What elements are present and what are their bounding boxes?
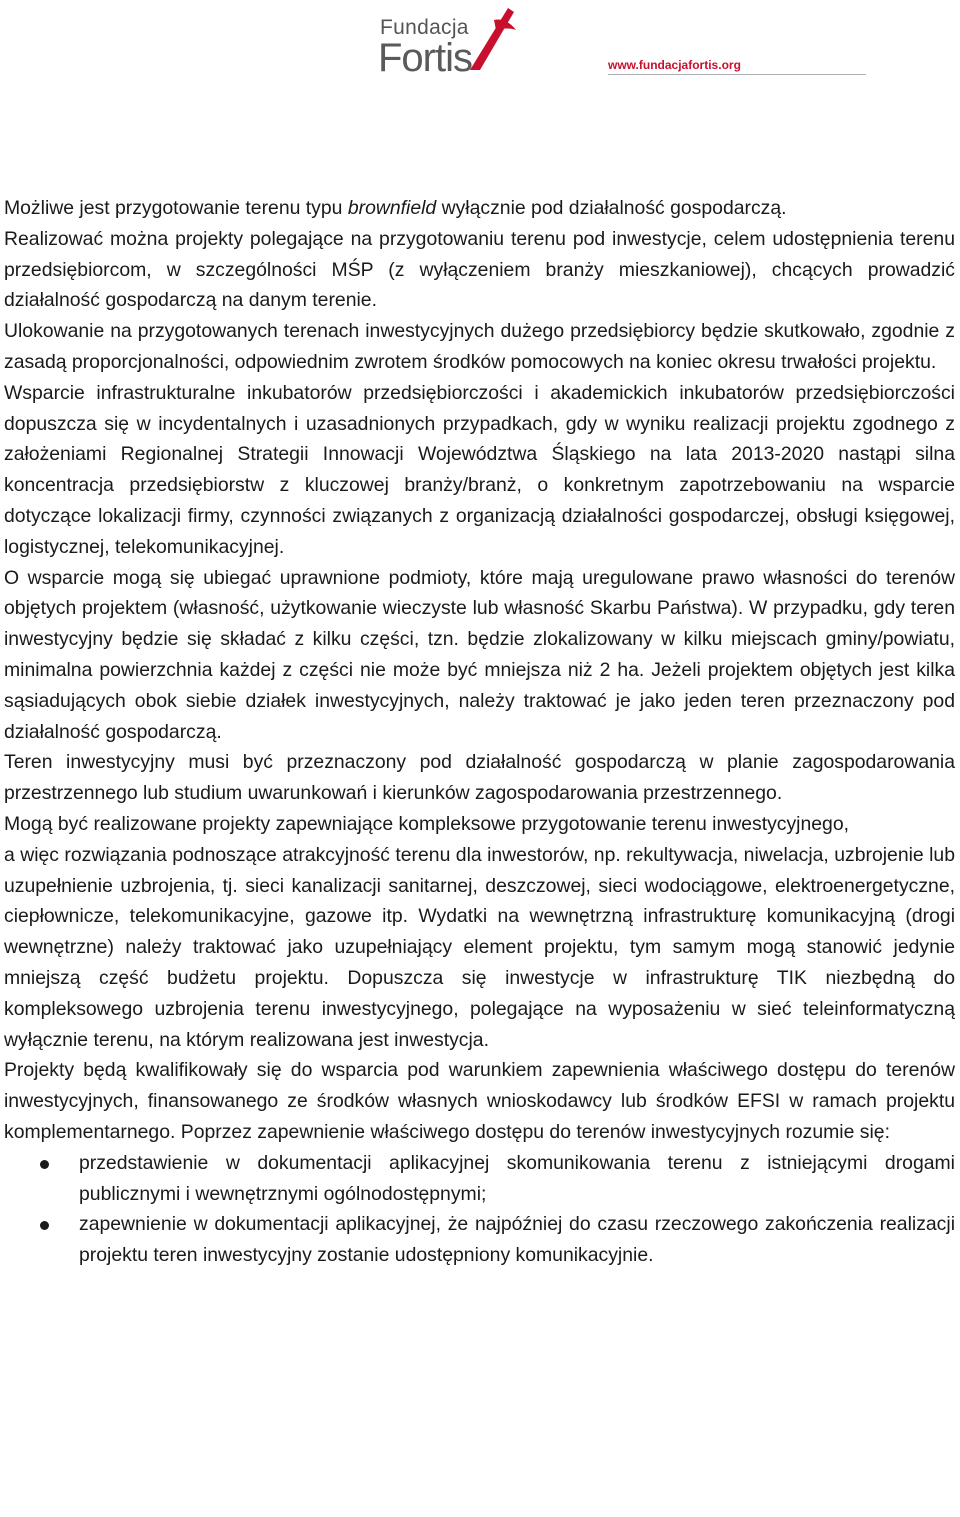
page-header bbox=[0, 0, 960, 90]
paragraph: a więc rozwiązania podnoszące atrakcyjność terenu dla inwestorów, np. rekultywacja, niwelacja, uzbrojenie lub uzupełnienie uzbrojenia, tj. sieci kanalizacji sanitarnej, deszczowej, sieci wodociągowe, elektroenergetyczne, ciepłownicze, telekomunikacyjne, gazowe itp. Wydatki na wewnętrzną infrastrukturę komunikacyjną (drogi wewnętrzne) należy traktować jako uzupełniający element projektu, tym samym mogą stanowić jedynie mniejszą część budżetu projektu. Dopuszcza się inwestycje w infrastrukturę TIK niezbędną do kompleksowego uzbrojenia terenu inwestycyjnego, polegające na wyposażeniu w sieć teleinformatyczną wyłącznie terenu, na którym realizowana jest inwestycja. bbox=[4, 843, 955, 1051]
paragraph bbox=[4, 193, 955, 224]
fundacja-fortis-logo bbox=[378, 8, 528, 80]
paragraph: Realizować można projekty polegające na przygotowaniu terenu pod inwestycje, celem udostępnienia terenu przedsiębiorcom, w szczególności MŚP (z wyłączeniem branży mieszkaniowej), chcących prowadzić działalność gospodarczą na danym terenie. bbox=[4, 227, 955, 312]
list-item bbox=[4, 1148, 955, 1210]
paragraph: Projekty będą kwalifikowały się do wsparcia pod warunkiem zapewnienia właściwego dostępu do terenów inwestycyjnych, finansowanego ze środków własnych wnioskodawcy lub środków EFSI w ramach projektu komplementarnego. Poprzez zapewnienie właściwego dostępu do terenów inwestycyjnych rozumie się: bbox=[4, 1059, 955, 1143]
italic-term: brownfield bbox=[347, 197, 437, 219]
bullet-list bbox=[4, 1148, 955, 1271]
paragraph: Wsparcie infrastrukturalne inkubatorów przedsiębiorczości i akademickich inkubatorów przedsiębiorczości dopuszcza się w incydentalnych i uzasadnionych przypadkach, gdy w wyniku realizacji projektu zgodnego z założeniami Regionalnej Strategii Innowacji Województwa Śląskiego na lata 2013-2020 nastąpi silna koncentracja przedsiębiorstw z kluczowej branży/branż, o konkretnym zapotrzebowaniu na wsparcie dotyczące lokalizacji firmy, czynności związanych z organizacją działalności gospodarczej, obsługi księgowej, logistycznej, telekomunikacyjnej. bbox=[4, 381, 955, 558]
site-url: www.fundacjafortis.org bbox=[608, 58, 741, 72]
logo-red-mark-icon bbox=[450, 8, 520, 70]
paragraph: O wsparcie mogą się ubiegać uprawnione podmioty, które mają uregulowane prawo własności do terenów objętych projektem (własność, użytkowanie wieczyste lub własność Skarbu Państwa). W przypadku, gdy teren inwestycyjny będzie się składać z kilku części, tzn. będzie zlokalizowany w kilku miejscach gminy/powiatu, minimalna powierzchnia każdej z części nie może być mniejsza niż 2 ha. Jeżeli projektem objętych jest kilka sąsiadujących obok siebie działek inwestycyjnych, należy traktować je jako jeden teren przeznaczony pod działalność gospodarczą. bbox=[4, 566, 955, 743]
list-item-text: przedstawienie w dokumentacji aplikacyjnej skomunikowania terenu z istniejącymi drogami publicznymi i wewnętrznymi ogólnodostępnymi; bbox=[79, 1151, 955, 1205]
paragraph-text: wyłącznie pod działalność gospodarczą. bbox=[436, 197, 787, 219]
header-divider bbox=[608, 74, 866, 75]
document-body bbox=[4, 193, 955, 1271]
list-item bbox=[4, 1209, 955, 1271]
logo-word-main: Fortis bbox=[378, 36, 472, 80]
bullet-icon bbox=[40, 1221, 49, 1230]
paragraph: Teren inwestycyjny musi być przeznaczony pod działalność gospodarczą w planie zagospodarowania przestrzennego lub studium uwarunkowań i kierunków zagospodarowania przestrzennego. bbox=[4, 751, 955, 805]
logo-word-top: Fundacja bbox=[380, 16, 469, 39]
paragraph-text: Możliwe jest przygotowanie terenu typu bbox=[4, 197, 348, 219]
paragraph: Mogą być realizowane projekty zapewniające kompleksowe przygotowanie terenu inwestycyjnego, bbox=[4, 812, 850, 835]
paragraph: Ulokowanie na przygotowanych terenach inwestycyjnych dużego przedsiębiorcy będzie skutkowało, zgodnie z zasadą proporcjonalności, odpowiednim zwrotem środków pomocowych na koniec okresu trwałości projektu. bbox=[4, 320, 955, 373]
bullet-icon bbox=[40, 1160, 49, 1169]
list-item-text: zapewnienie w dokumentacji aplikacyjnej, że najpóźniej do czasu rzeczowego zakończenia realizacji projektu teren inwestycyjny zostanie udostępniony komunikacyjnie. bbox=[79, 1213, 955, 1267]
